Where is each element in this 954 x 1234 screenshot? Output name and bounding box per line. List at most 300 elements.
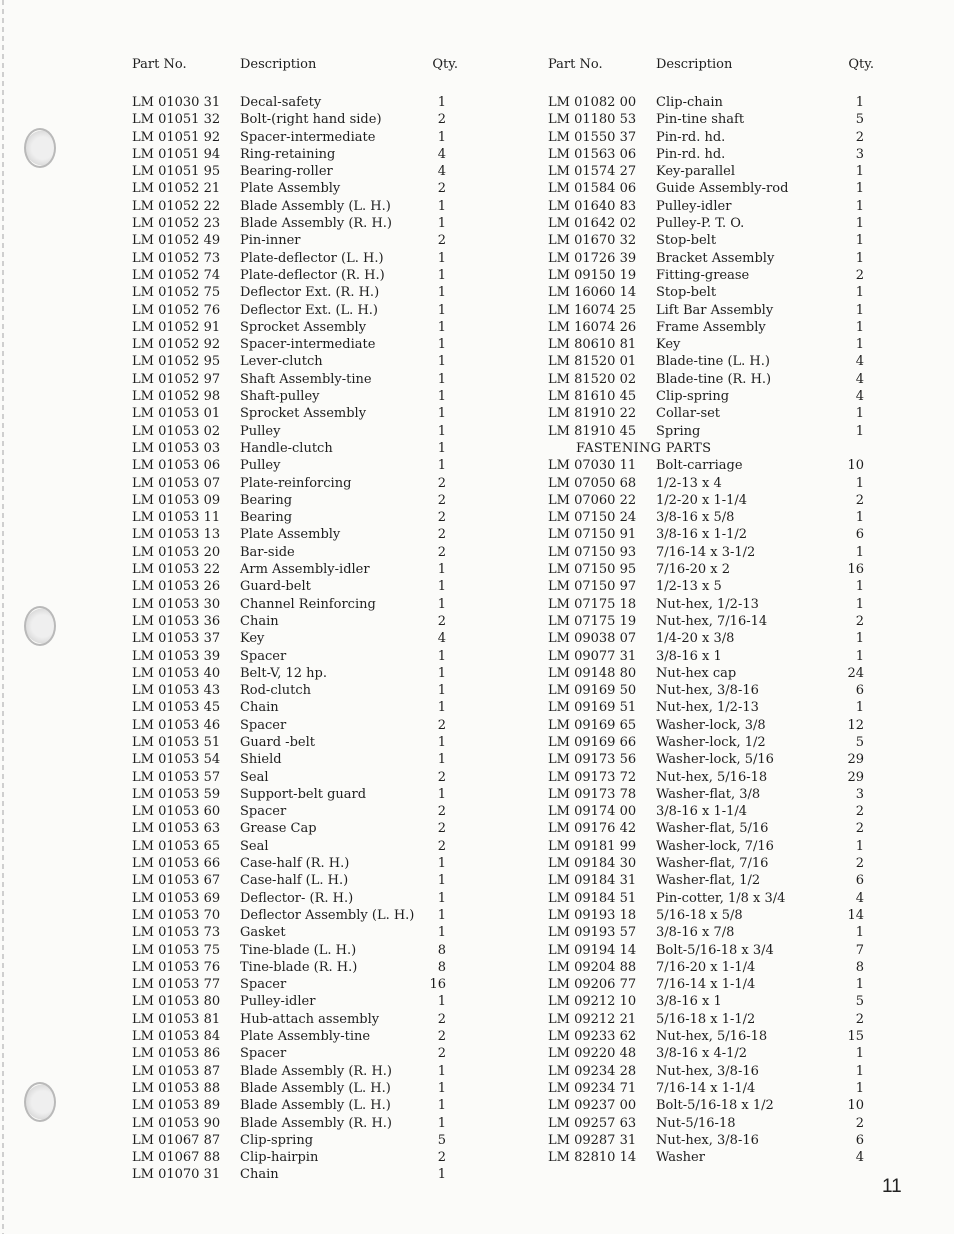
part-row (128, 648, 458, 665)
part-row (544, 302, 874, 319)
part-qty: 10 (847, 458, 864, 474)
part-row (128, 820, 458, 837)
part-description: Washer-lock, 3/8 (656, 717, 766, 733)
part-row (544, 509, 874, 526)
part-description: 1/2-20 x 1-1/4 (656, 492, 748, 508)
part-qty: 12 (847, 717, 864, 733)
part-row (544, 907, 874, 924)
part-number: LM 09184 30 (548, 856, 637, 872)
part-qty: 2 (855, 1115, 864, 1131)
part-number: LM 01051 94 (132, 146, 221, 162)
part-description: Plate Assembly (240, 527, 341, 543)
part-row (544, 613, 874, 630)
part-row (544, 180, 874, 197)
part-description: Spring (656, 423, 701, 439)
part-number: LM 01053 70 (132, 907, 221, 923)
part-description: Washer-lock, 7/16 (656, 838, 774, 854)
part-description: Clip-chain (656, 95, 723, 110)
part-row (128, 1149, 458, 1166)
part-qty: 24 (847, 665, 864, 681)
part-number: LM 07175 18 (548, 596, 637, 612)
part-row (128, 319, 458, 336)
part-number: LM 01053 86 (132, 1046, 221, 1062)
part-row (544, 336, 874, 353)
part-qty: 2 (855, 1011, 864, 1027)
part-number: LM 01053 73 (132, 925, 221, 941)
part-description: Bearing (240, 492, 293, 508)
part-description: Case-half (R. H.) (240, 856, 350, 872)
part-description: Spacer (240, 648, 287, 664)
part-row (544, 215, 874, 232)
part-qty: 1 (437, 337, 446, 353)
part-number: LM 01053 77 (132, 977, 221, 993)
part-row (128, 1011, 458, 1028)
part-number: LM 01053 45 (132, 700, 221, 716)
part-row (128, 1080, 458, 1097)
part-description: Plate-deflector (R. H.) (240, 267, 385, 283)
part-number: LM 07060 22 (548, 492, 637, 508)
part-row (128, 215, 458, 232)
part-row (128, 509, 458, 526)
part-qty: 1 (437, 371, 446, 387)
part-description: 3/8-16 x 1 (656, 648, 722, 664)
part-description: Gasket (240, 925, 286, 941)
part-row (544, 855, 874, 872)
part-number: LM 07175 19 (548, 613, 637, 629)
part-description: Guard-belt (240, 579, 311, 595)
part-row (544, 544, 874, 561)
part-description: Pulley-idler (656, 198, 732, 214)
part-description: Belt-V, 12 hp. (240, 665, 327, 681)
part-row (128, 198, 458, 215)
part-description: 1/2-13 x 5 (656, 579, 722, 595)
part-qty: 1 (855, 337, 864, 353)
part-description: Blade-tine (L. H.) (656, 354, 770, 370)
part-number: LM 01051 92 (132, 129, 221, 145)
part-qty: 1 (437, 579, 446, 595)
part-description: Spacer (240, 977, 287, 993)
part-description: 7/16-20 x 2 (656, 562, 730, 578)
part-qty: 1 (437, 994, 446, 1010)
part-number: LM 01053 20 (132, 544, 221, 560)
part-row (544, 803, 874, 820)
part-row (544, 319, 874, 336)
part-description: Stop-belt (656, 285, 717, 301)
part-qty: 2 (437, 1011, 446, 1027)
binder-hole (24, 1082, 56, 1122)
part-description: Bolt-5/16-18 x 3/4 (656, 942, 774, 958)
part-qty: 4 (437, 631, 446, 647)
part-qty: 1 (437, 786, 446, 802)
part-row (544, 561, 874, 578)
part-qty: 1 (855, 216, 864, 232)
part-row (128, 353, 458, 370)
part-number: LM 01053 02 (132, 423, 221, 439)
part-description: Pin-inner (240, 233, 301, 249)
part-description: Washer (656, 1150, 705, 1166)
part-row (544, 976, 874, 993)
part-row (128, 111, 458, 128)
part-description: 3/8-16 x 1-1/2 (656, 527, 748, 543)
part-qty: 5 (437, 1132, 446, 1148)
header-description: Description (656, 57, 733, 72)
part-number: LM 01053 67 (132, 873, 221, 889)
part-number: LM 09077 31 (548, 648, 637, 664)
part-row (128, 457, 458, 474)
part-description: Tine-blade (L. H.) (240, 942, 357, 958)
part-qty: 1 (855, 1063, 864, 1079)
part-description: Frame Assembly (656, 319, 766, 335)
part-qty: 1 (437, 907, 446, 923)
page-number: 11 (882, 1176, 902, 1197)
part-row (128, 1115, 458, 1132)
part-qty: 2 (437, 492, 446, 508)
part-row (544, 284, 874, 301)
part-description: Sprocket Assembly (240, 319, 367, 335)
part-qty: 1 (437, 562, 446, 578)
part-number: LM 01052 75 (132, 285, 221, 301)
part-qty: 29 (847, 769, 864, 785)
part-number: LM 09194 14 (548, 942, 637, 958)
part-number: LM 07150 24 (548, 510, 637, 526)
part-number: LM 01642 02 (548, 216, 637, 232)
part-row (544, 751, 874, 768)
part-number: LM 01052 91 (132, 319, 221, 335)
part-description: Bracket Assembly (656, 250, 775, 266)
part-qty: 7 (855, 942, 864, 958)
column-headers (544, 56, 874, 94)
part-qty: 4 (437, 146, 446, 162)
part-description: 3/8-16 x 1 (656, 994, 722, 1010)
part-description: Clip-spring (240, 1132, 314, 1148)
part-row (544, 1011, 874, 1028)
part-number: LM 01051 32 (132, 112, 221, 128)
parts-rows (544, 94, 874, 440)
parts-rows (128, 94, 458, 1184)
part-description: Nut-hex, 3/8-16 (656, 1132, 759, 1148)
part-qty: 16 (847, 562, 864, 578)
part-description: Handle-clutch (240, 440, 333, 456)
part-qty: 4 (855, 1150, 864, 1166)
part-number: LM 01053 75 (132, 942, 221, 958)
part-qty: 2 (437, 233, 446, 249)
part-number: LM 01067 87 (132, 1132, 221, 1148)
part-description: 5/16-18 x 5/8 (656, 907, 743, 923)
part-description: 3/8-16 x 7/8 (656, 925, 735, 941)
part-description: Nut-hex, 3/8-16 (656, 1063, 759, 1079)
part-description: Fitting-grease (656, 267, 750, 283)
part-number: LM 01052 49 (132, 233, 221, 249)
part-description: Spacer (240, 1046, 287, 1062)
part-number: LM 09150 19 (548, 267, 637, 283)
part-qty: 1 (437, 648, 446, 664)
part-number: LM 01053 07 (132, 475, 221, 491)
part-row (544, 820, 874, 837)
part-row (544, 388, 874, 405)
fastening-parts-heading (544, 440, 874, 457)
part-number: LM 01052 23 (132, 216, 221, 232)
part-row (128, 94, 458, 111)
part-qty: 1 (437, 665, 446, 681)
part-description: Pin-cotter, 1/8 x 3/4 (656, 890, 786, 906)
part-number: LM 01726 39 (548, 250, 637, 266)
part-qty: 1 (437, 250, 446, 266)
part-row (128, 1063, 458, 1080)
part-qty: 1 (855, 579, 864, 595)
part-qty: 1 (855, 977, 864, 993)
part-row (544, 353, 874, 370)
part-description: Blade Assembly (R. H.) (240, 216, 392, 232)
part-qty: 14 (847, 907, 864, 923)
part-description: Rod-clutch (240, 683, 312, 699)
part-number: LM 01053 87 (132, 1063, 221, 1079)
part-number: LM 01180 53 (548, 112, 637, 128)
part-row (128, 803, 458, 820)
part-row (128, 596, 458, 613)
part-qty: 1 (855, 925, 864, 941)
part-row (544, 578, 874, 595)
part-row (544, 838, 874, 855)
part-number: LM 01053 40 (132, 665, 221, 681)
part-qty: 1 (437, 1167, 446, 1183)
part-qty: 1 (437, 856, 446, 872)
part-description: Blade Assembly (R. H.) (240, 1063, 392, 1079)
part-number: LM 09193 18 (548, 907, 637, 923)
part-row (128, 838, 458, 855)
part-qty: 1 (855, 181, 864, 197)
part-description: Bearing (240, 510, 293, 526)
part-description: 3/8-16 x 1-1/4 (656, 804, 748, 820)
part-qty: 3 (855, 146, 864, 162)
part-row (128, 423, 458, 440)
part-qty: 2 (855, 129, 864, 145)
part-description: Blade Assembly (R. H.) (240, 1115, 392, 1131)
part-qty: 1 (437, 95, 446, 110)
part-qty: 2 (855, 804, 864, 820)
part-row (128, 578, 458, 595)
part-number: LM 09184 51 (548, 890, 637, 906)
part-number: LM 80610 81 (548, 337, 637, 353)
parts-list-left (128, 56, 458, 1184)
part-row (128, 907, 458, 924)
part-row (544, 734, 874, 751)
part-description: Nut-hex cap (656, 665, 737, 681)
part-description: Spacer-intermediate (240, 337, 376, 353)
part-description: Washer-lock, 1/2 (656, 734, 766, 750)
part-row (128, 1097, 458, 1114)
part-number: LM 01053 76 (132, 959, 221, 975)
part-description: Deflector Ext. (L. H.) (240, 302, 378, 318)
part-number: LM 09181 99 (548, 838, 637, 854)
part-qty: 2 (437, 804, 446, 820)
part-number: LM 01670 32 (548, 233, 637, 249)
part-row (128, 769, 458, 786)
part-number: LM 01053 66 (132, 856, 221, 872)
part-description: Blade-tine (R. H.) (656, 371, 772, 387)
part-row (128, 699, 458, 716)
part-description: Pulley-idler (240, 994, 316, 1010)
part-row (128, 492, 458, 509)
part-number: LM 09287 31 (548, 1132, 637, 1148)
part-row (544, 526, 874, 543)
part-row (128, 1166, 458, 1183)
part-description: Chain (240, 700, 279, 716)
part-qty: 2 (437, 544, 446, 560)
part-qty: 1 (437, 354, 446, 370)
part-row (128, 1028, 458, 1045)
part-qty: 1 (855, 285, 864, 301)
part-row (544, 648, 874, 665)
part-row (544, 1045, 874, 1062)
part-row (128, 526, 458, 543)
part-description: Shaft Assembly-tine (240, 371, 372, 387)
part-qty: 8 (437, 959, 446, 975)
part-qty: 1 (855, 319, 864, 335)
part-description: 7/16-14 x 3-1/2 (656, 544, 756, 560)
part-row (544, 457, 874, 474)
part-number: LM 09184 31 (548, 873, 637, 889)
part-description: Seal (240, 769, 269, 785)
part-description: Pulley (240, 458, 281, 474)
part-qty: 1 (437, 752, 446, 768)
part-description: Stop-belt (656, 233, 717, 249)
part-row (544, 890, 874, 907)
part-description: Clip-hairpin (240, 1150, 319, 1166)
part-description: Nut-hex, 3/8-16 (656, 683, 759, 699)
part-number: LM 01052 21 (132, 181, 221, 197)
part-description: 7/16-14 x 1-1/4 (656, 977, 756, 993)
part-qty: 1 (855, 648, 864, 664)
part-number: LM 09257 63 (548, 1115, 637, 1131)
part-row (544, 872, 874, 889)
part-number: LM 09212 21 (548, 1011, 637, 1027)
part-number: LM 09169 66 (548, 734, 637, 750)
part-number: LM 01053 09 (132, 492, 221, 508)
part-description: Chain (240, 1167, 279, 1183)
part-qty: 1 (855, 510, 864, 526)
part-qty: 1 (855, 596, 864, 612)
part-row (544, 163, 874, 180)
part-row (544, 596, 874, 613)
part-number: LM 01053 81 (132, 1011, 221, 1027)
part-number: LM 09169 51 (548, 700, 637, 716)
part-qty: 1 (855, 164, 864, 180)
part-qty: 1 (855, 1080, 864, 1096)
part-number: LM 07150 95 (548, 562, 637, 578)
part-row (128, 284, 458, 301)
part-number: LM 09234 71 (548, 1080, 637, 1096)
part-number: LM 09169 50 (548, 683, 637, 699)
part-number: LM 09237 00 (548, 1098, 637, 1114)
part-number: LM 01052 97 (132, 371, 221, 387)
part-description: 7/16-20 x 1-1/4 (656, 959, 756, 975)
part-qty: 1 (437, 683, 446, 699)
part-number: LM 82810 14 (548, 1150, 637, 1166)
part-number: LM 81520 02 (548, 371, 637, 387)
part-description: Grease Cap (240, 821, 317, 837)
part-row (544, 993, 874, 1010)
part-qty: 1 (437, 1098, 446, 1114)
part-number: LM 01053 90 (132, 1115, 221, 1131)
part-description: Blade Assembly (L. H.) (240, 1098, 391, 1114)
part-number: LM 07150 91 (548, 527, 637, 543)
part-qty: 1 (855, 233, 864, 249)
fastening-rows (544, 457, 874, 1166)
part-description: Deflector Assembly (L. H.) (240, 907, 415, 923)
part-qty: 1 (437, 734, 446, 750)
part-number: LM 09038 07 (548, 631, 637, 647)
part-description: Decal-safety (240, 95, 322, 110)
page-edge (2, 0, 4, 1234)
part-qty: 1 (437, 216, 446, 232)
part-row (544, 959, 874, 976)
part-qty: 2 (437, 1029, 446, 1045)
part-number: LM 01053 69 (132, 890, 221, 906)
part-description: Deflector Ext. (R. H.) (240, 285, 380, 301)
part-description: Support-belt guard (240, 786, 367, 802)
part-qty: 2 (437, 1046, 446, 1062)
part-qty: 6 (855, 873, 864, 889)
part-number: LM 01053 22 (132, 562, 221, 578)
part-number: LM 01053 13 (132, 527, 221, 543)
part-qty: 2 (437, 838, 446, 854)
part-qty: 4 (855, 890, 864, 906)
part-qty: 1 (855, 198, 864, 214)
part-number: LM 01053 89 (132, 1098, 221, 1114)
part-qty: 6 (855, 683, 864, 699)
part-number: LM 01053 60 (132, 804, 221, 820)
part-description: 7/16-14 x 1-1/4 (656, 1080, 756, 1096)
part-row (544, 250, 874, 267)
part-qty: 1 (437, 423, 446, 439)
part-row (544, 492, 874, 509)
part-number: LM 09193 57 (548, 925, 637, 941)
part-row (128, 388, 458, 405)
part-qty: 5 (855, 112, 864, 128)
part-row (544, 924, 874, 941)
part-number: LM 01574 27 (548, 164, 637, 180)
part-row (128, 180, 458, 197)
part-description: Washer-flat, 5/16 (656, 821, 769, 837)
part-row (128, 267, 458, 284)
part-row (128, 371, 458, 388)
part-row (544, 1132, 874, 1149)
part-number: LM 01067 88 (132, 1150, 221, 1166)
part-number: LM 81910 22 (548, 406, 637, 422)
part-number: LM 01053 88 (132, 1080, 221, 1096)
part-qty: 1 (437, 198, 446, 214)
part-number: LM 01053 46 (132, 717, 221, 733)
part-number: LM 01052 95 (132, 354, 221, 370)
part-number: LM 01053 63 (132, 821, 221, 837)
part-qty: 10 (847, 1098, 864, 1114)
header-part-no: Part No. (132, 57, 187, 72)
part-qty: 2 (855, 856, 864, 872)
part-row (128, 855, 458, 872)
part-number: LM 07030 11 (548, 458, 637, 474)
part-number: LM 09174 00 (548, 804, 637, 820)
part-qty: 1 (437, 129, 446, 145)
part-qty: 1 (437, 406, 446, 422)
parts-list-right (544, 56, 874, 1166)
part-row (128, 890, 458, 907)
part-number: LM 01052 22 (132, 198, 221, 214)
part-number: LM 09212 10 (548, 994, 637, 1010)
part-row (128, 993, 458, 1010)
part-qty: 29 (847, 752, 864, 768)
part-description: Lift Bar Assembly (656, 302, 774, 318)
part-row (544, 1149, 874, 1166)
